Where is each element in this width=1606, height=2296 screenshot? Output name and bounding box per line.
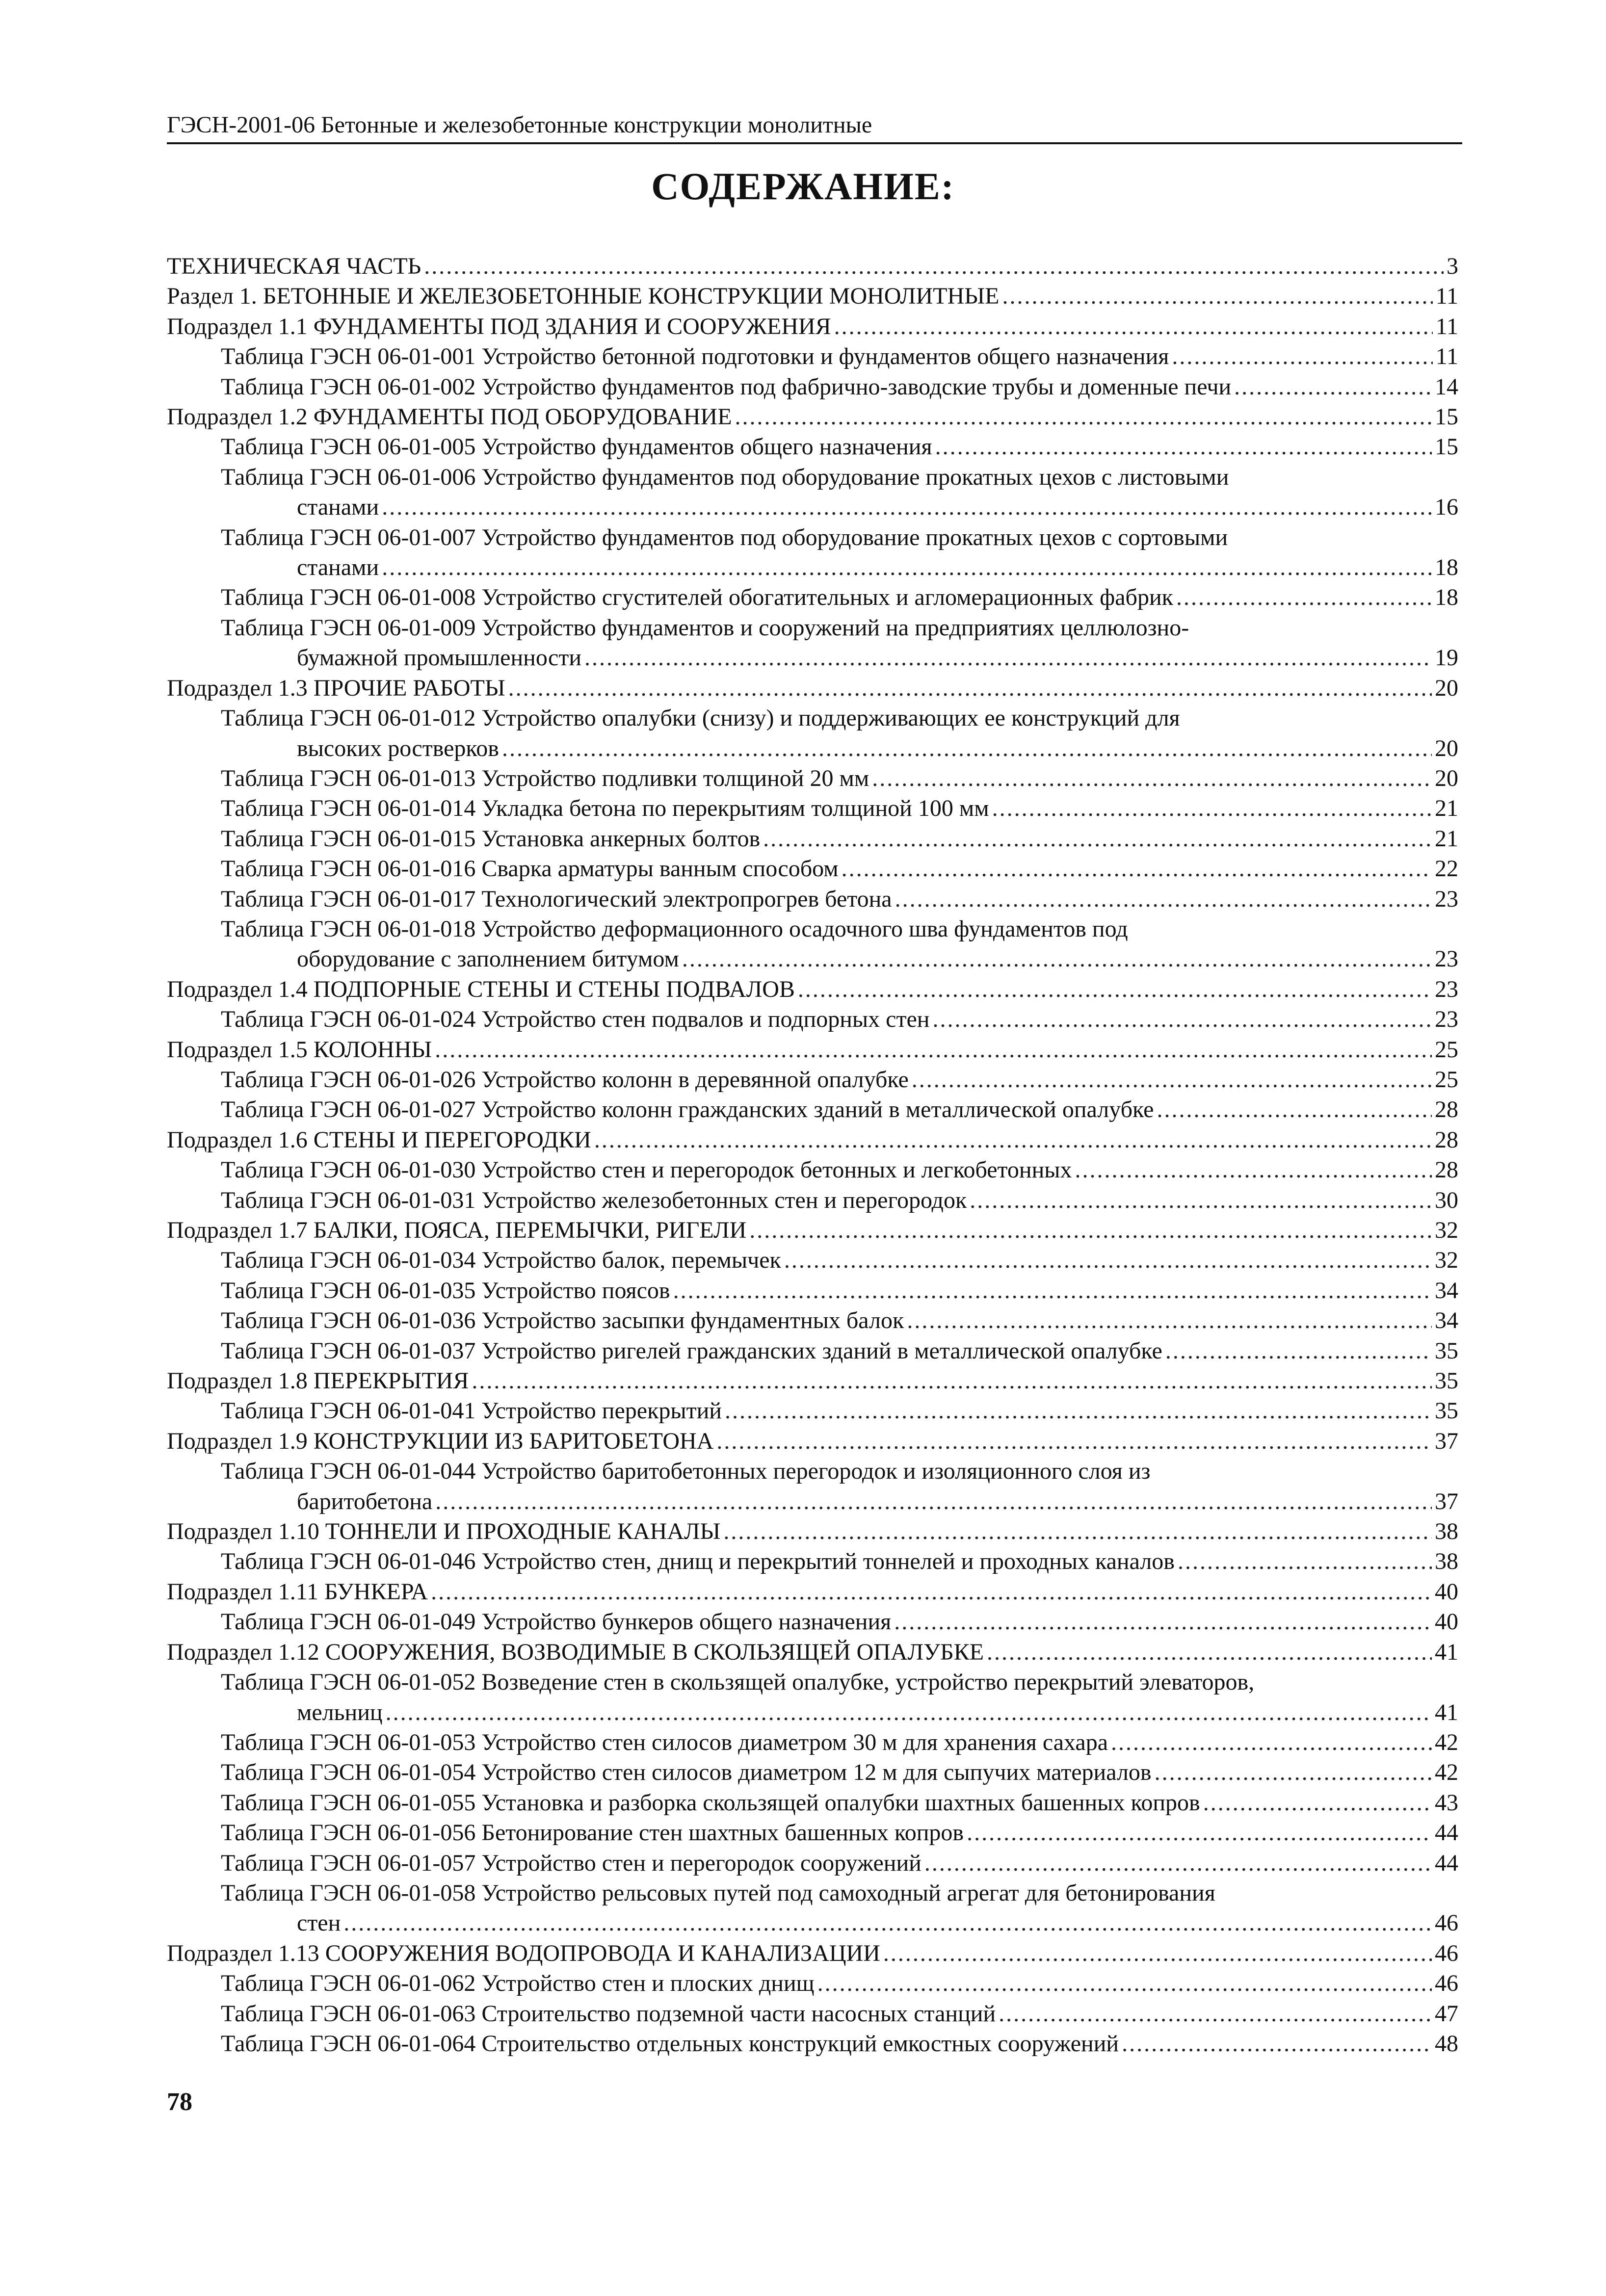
toc-entry-title: Таблица ГЭСН 06-01-007 Устройство фундаментов под оборудование прокатных цехов с сортовыми xyxy=(221,524,1228,550)
toc-entry-title: Таблица ГЭСН 06-01-041 Устройство перекрытий xyxy=(221,1398,722,1424)
dot-leader xyxy=(1075,1155,1432,1185)
toc-page-number: 20 xyxy=(1435,765,1458,791)
toc-entry-title: высоких ростверков xyxy=(297,735,499,761)
toc-table-entry[interactable] xyxy=(167,1245,1458,1275)
toc-section-entry[interactable] xyxy=(167,673,1458,703)
dot-leader xyxy=(1111,1727,1432,1757)
dot-leader xyxy=(382,552,1432,582)
toc-table-entry[interactable] xyxy=(167,462,1458,522)
toc-page-number: 25 xyxy=(1435,1066,1458,1093)
toc-entry-title: Таблица ГЭСН 06-01-058 Устройство рельсовых путей под самоходный агрегат для бетонирования xyxy=(221,1879,1215,1906)
toc-page-number: 23 xyxy=(1435,1006,1458,1033)
dot-leader xyxy=(1157,1095,1432,1124)
table-of-contents xyxy=(167,251,1458,2059)
toc-entry-title: Подраздел 1.11 БУНКЕРА xyxy=(167,1578,428,1605)
toc-table-entry[interactable] xyxy=(167,1305,1458,1335)
toc-table-entry[interactable] xyxy=(167,1095,1458,1124)
toc-entry-title: Таблица ГЭСН 06-01-005 Устройство фундаментов общего назначения xyxy=(221,434,932,460)
toc-page-number: 23 xyxy=(1435,976,1458,1002)
toc-section-entry[interactable] xyxy=(167,1637,1458,1667)
toc-entry-title: Таблица ГЭСН 06-01-024 Устройство стен подвалов и подпорных стен xyxy=(221,1006,930,1033)
toc-table-entry[interactable] xyxy=(167,1456,1458,1516)
toc-table-entry[interactable] xyxy=(167,1185,1458,1215)
dot-leader xyxy=(386,1697,1432,1727)
running-header: ГЭСН-2001-06 Бетонные и железобетонные конструкции монолитные xyxy=(167,112,872,138)
toc-section-entry[interactable] xyxy=(167,1577,1458,1607)
toc-entry-title: станами xyxy=(297,554,379,581)
toc-entry-title: Таблица ГЭСН 06-01-035 Устройство поясов xyxy=(221,1277,670,1304)
toc-section-entry[interactable] xyxy=(167,1426,1458,1456)
toc-entry-title: Подраздел 1.3 ПРОЧИЕ РАБОТЫ xyxy=(167,675,505,701)
toc-table-entry[interactable] xyxy=(167,1788,1458,1818)
toc-entry-title: Таблица ГЭСН 06-01-018 Устройство деформационного осадочного шва фундаментов под xyxy=(221,915,1128,942)
dot-leader xyxy=(967,1818,1432,1848)
dot-leader xyxy=(999,1999,1432,2029)
dot-leader xyxy=(424,251,1444,281)
page-title: СОДЕРЖАНИЕ: xyxy=(651,165,955,208)
dot-leader xyxy=(472,1366,1432,1396)
toc-page-number: 38 xyxy=(1435,1518,1458,1545)
toc-table-entry[interactable] xyxy=(167,1667,1458,1727)
toc-entry-title: мельниц xyxy=(297,1699,383,1725)
toc-page-number: 48 xyxy=(1435,2030,1458,2057)
dot-leader xyxy=(992,793,1432,823)
toc-page-number: 34 xyxy=(1435,1277,1458,1304)
toc-page-number: 40 xyxy=(1435,1609,1458,1635)
dot-leader xyxy=(935,432,1432,462)
toc-entry-title: Раздел 1. БЕТОННЫЕ И ЖЕЛЕЗОБЕТОННЫЕ КОНСТРУКЦИИ МОНОЛИТНЫЕ xyxy=(167,283,1000,310)
toc-entry-title: Подраздел 1.2 ФУНДАМЕНТЫ ПОД ОБОРУДОВАНИЕ xyxy=(167,404,732,430)
toc-entry-title: Таблица ГЭСН 06-01-056 Бетонирование стен шахтных башенных копров xyxy=(221,1820,964,1846)
toc-entry-title: баритобетона xyxy=(297,1488,433,1514)
toc-page-number: 20 xyxy=(1435,675,1458,701)
toc-section-entry[interactable] xyxy=(167,1215,1458,1245)
dot-leader xyxy=(673,1276,1432,1305)
toc-table-entry[interactable] xyxy=(167,793,1458,823)
dot-leader xyxy=(502,733,1432,763)
toc-page-number: 42 xyxy=(1435,1759,1458,1786)
dot-leader xyxy=(987,1637,1432,1667)
toc-entry-title: Таблица ГЭСН 06-01-006 Устройство фундаментов под оборудование прокатных цехов с листовыми xyxy=(221,464,1229,490)
dot-leader xyxy=(907,1305,1432,1335)
toc-entry-title: оборудование с заполнением битумом xyxy=(297,946,679,972)
toc-page-number: 20 xyxy=(1435,735,1458,761)
toc-page-number: 28 xyxy=(1435,1096,1458,1123)
toc-table-entry[interactable] xyxy=(167,1546,1458,1576)
toc-page-number: 16 xyxy=(1435,494,1458,521)
toc-table-entry[interactable] xyxy=(167,1276,1458,1305)
toc-table-entry[interactable] xyxy=(167,1999,1458,2029)
toc-entry-title: Таблица ГЭСН 06-01-001 Устройство бетонной подготовки и фундаментов общего назначения xyxy=(221,343,1169,370)
toc-section-entry[interactable] xyxy=(167,974,1458,1004)
toc-table-entry[interactable] xyxy=(167,372,1458,402)
toc-entry-title: Таблица ГЭСН 06-01-026 Устройство колонн в деревянной опалубке xyxy=(221,1066,909,1093)
toc-entry-title: Таблица ГЭСН 06-01-027 Устройство колонн гражданских зданий в металлической опалубке xyxy=(221,1096,1154,1123)
toc-entry-title: Таблица ГЭСН 06-01-037 Устройство ригелей гражданских зданий в металлической опалубке xyxy=(221,1337,1162,1364)
dot-leader xyxy=(817,1968,1432,1998)
toc-page-number: 42 xyxy=(1435,1729,1458,1755)
toc-entry-title: Подраздел 1.4 ПОДПОРНЫЕ СТЕНЫ И СТЕНЫ ПОДВАЛОВ xyxy=(167,976,795,1002)
toc-section-entry[interactable] xyxy=(167,1516,1458,1546)
toc-table-entry[interactable] xyxy=(167,582,1458,612)
toc-page-number: 34 xyxy=(1435,1307,1458,1334)
dot-leader xyxy=(431,1577,1432,1607)
toc-page-number: 38 xyxy=(1435,1548,1458,1575)
dot-leader xyxy=(749,1215,1432,1245)
toc-page-number: 35 xyxy=(1435,1398,1458,1424)
toc-page-number: 11 xyxy=(1435,313,1458,339)
toc-page-number: 11 xyxy=(1435,343,1458,370)
toc-entry-title: Таблица ГЭСН 06-01-008 Устройство сгустителей обогатительных и агломерационных фабрик xyxy=(221,584,1173,611)
dot-leader xyxy=(1122,2029,1432,2059)
toc-entry-title: Подраздел 1.1 ФУНДАМЕНТЫ ПОД ЗДАНИЯ И СООРУЖЕНИЯ xyxy=(167,313,831,339)
toc-entry-title: Таблица ГЭСН 06-01-014 Укладка бетона по перекрытиям толщиной 100 мм xyxy=(221,795,989,822)
dot-leader xyxy=(1203,1788,1432,1818)
toc-page-number: 40 xyxy=(1435,1578,1458,1605)
toc-page-number: 37 xyxy=(1435,1488,1458,1514)
dot-leader xyxy=(1172,341,1432,371)
toc-page-number: 25 xyxy=(1435,1036,1458,1063)
toc-entry-title: Таблица ГЭСН 06-01-053 Устройство стен силосов диаметром 30 м для хранения сахара xyxy=(221,1729,1108,1755)
toc-entry-title: Таблица ГЭСН 06-01-057 Устройство стен и перегородок сооружений xyxy=(221,1850,921,1876)
toc-table-entry[interactable] xyxy=(167,1727,1458,1757)
dot-leader xyxy=(1165,1336,1432,1366)
dot-leader xyxy=(723,1516,1432,1546)
toc-page-number: 44 xyxy=(1435,1820,1458,1846)
toc-entry-title: Подраздел 1.6 СТЕНЫ И ПЕРЕГОРОДКИ xyxy=(167,1126,591,1153)
dot-leader xyxy=(924,1848,1432,1878)
toc-page-number: 47 xyxy=(1435,2000,1458,2027)
toc-entry-title: Таблица ГЭСН 06-01-031 Устройство железобетонных стен и перегородок xyxy=(221,1187,967,1213)
toc-entry-title: Таблица ГЭСН 06-01-036 Устройство засыпки фундаментных балок xyxy=(221,1307,904,1334)
toc-page-number: 46 xyxy=(1435,1910,1458,1936)
dot-leader xyxy=(725,1396,1432,1426)
toc-entry-title: Таблица ГЭСН 06-01-012 Устройство опалубки (снизу) и поддерживающих ее конструкций для xyxy=(221,705,1180,731)
toc-table-entry[interactable] xyxy=(167,1878,1458,1938)
toc-entry-title: Таблица ГЭСН 06-01-034 Устройство балок, перемычек xyxy=(221,1247,781,1274)
toc-page-number: 23 xyxy=(1435,886,1458,912)
toc-table-entry[interactable] xyxy=(167,824,1458,854)
dot-leader xyxy=(894,1607,1432,1637)
dot-leader xyxy=(842,854,1432,884)
toc-page-number: 15 xyxy=(1435,434,1458,460)
dot-leader xyxy=(1176,582,1432,612)
toc-table-entry[interactable] xyxy=(167,1396,1458,1426)
toc-page-number: 21 xyxy=(1435,795,1458,822)
toc-table-entry[interactable] xyxy=(167,1004,1458,1034)
toc-page-number: 35 xyxy=(1435,1368,1458,1394)
toc-table-entry[interactable] xyxy=(167,1818,1458,1848)
toc-section-entry[interactable] xyxy=(167,251,1458,281)
dot-leader xyxy=(1002,281,1432,311)
toc-entry-title: бумажной промышленности xyxy=(297,645,582,671)
toc-table-entry[interactable] xyxy=(167,1968,1458,1998)
dot-leader xyxy=(735,402,1432,432)
dot-leader xyxy=(382,492,1432,522)
toc-table-entry[interactable] xyxy=(167,1065,1458,1095)
dot-leader xyxy=(1178,1546,1432,1576)
dot-leader xyxy=(343,1908,1432,1938)
toc-table-entry[interactable] xyxy=(167,854,1458,884)
dot-leader xyxy=(798,974,1432,1004)
toc-entry-title: Подраздел 1.7 БАЛКИ, ПОЯСА, ПЕРЕМЫЧКИ, РИГЕЛИ xyxy=(167,1217,747,1243)
toc-page-number: 23 xyxy=(1435,946,1458,972)
toc-table-entry[interactable] xyxy=(167,914,1458,974)
toc-table-entry[interactable] xyxy=(167,613,1458,673)
toc-page-number: 32 xyxy=(1435,1217,1458,1243)
toc-page-number: 41 xyxy=(1435,1699,1458,1725)
toc-section-entry[interactable] xyxy=(167,1125,1458,1155)
dot-leader xyxy=(834,312,1433,341)
toc-table-entry[interactable] xyxy=(167,522,1458,583)
toc-table-entry[interactable] xyxy=(167,703,1458,763)
dot-leader xyxy=(912,1065,1432,1095)
toc-table-entry[interactable] xyxy=(167,1607,1458,1637)
dot-leader xyxy=(435,1035,1432,1065)
toc-entry-title: Таблица ГЭСН 06-01-055 Установка и разборка скользящей опалубки шахтных башенных копров xyxy=(221,1789,1200,1816)
toc-page-number: 11 xyxy=(1435,283,1458,310)
toc-entry-title: Подраздел 1.10 ТОННЕЛИ И ПРОХОДНЫЕ КАНАЛЫ xyxy=(167,1518,721,1545)
toc-section-entry[interactable] xyxy=(167,402,1458,432)
toc-entry-title: ТЕХНИЧЕСКАЯ ЧАСТЬ xyxy=(167,253,421,279)
dot-leader xyxy=(716,1426,1432,1456)
toc-page-number: 14 xyxy=(1435,373,1458,400)
toc-entry-title: стен xyxy=(297,1910,341,1936)
toc-table-entry[interactable] xyxy=(167,1848,1458,1878)
toc-entry-title: Таблица ГЭСН 06-01-009 Устройство фундаментов и сооружений на предприятиях целлюлозно- xyxy=(221,614,1189,641)
dot-leader xyxy=(784,1245,1432,1275)
dot-leader xyxy=(682,944,1432,974)
toc-table-entry[interactable] xyxy=(167,1155,1458,1185)
toc-entry-title: Таблица ГЭСН 06-01-064 Строительство отдельных конструкций емкостных сооружений xyxy=(221,2030,1119,2057)
dot-leader xyxy=(872,763,1432,793)
toc-page-number: 46 xyxy=(1435,1940,1458,1966)
toc-page-number: 41 xyxy=(1435,1639,1458,1665)
dot-leader xyxy=(970,1185,1432,1215)
toc-entry-title: Подраздел 1.9 КОНСТРУКЦИИ ИЗ БАРИТОБЕТОНА xyxy=(167,1428,714,1454)
toc-page-number: 28 xyxy=(1435,1126,1458,1153)
toc-page-number: 18 xyxy=(1435,584,1458,611)
toc-page-number: 18 xyxy=(1435,554,1458,581)
toc-entry-title: Таблица ГЭСН 06-01-030 Устройство стен и перегородок бетонных и легкобетонных xyxy=(221,1157,1072,1183)
toc-page-number: 19 xyxy=(1435,645,1458,671)
toc-page-number: 30 xyxy=(1435,1187,1458,1213)
toc-page-number: 28 xyxy=(1435,1157,1458,1183)
dot-leader xyxy=(435,1487,1432,1516)
dot-leader xyxy=(1155,1757,1432,1787)
dot-leader xyxy=(895,884,1432,914)
dot-leader xyxy=(932,1004,1432,1034)
toc-entry-title: Таблица ГЭСН 06-01-002 Устройство фундаментов под фабрично-заводские трубы и доменные печи xyxy=(221,373,1232,400)
toc-entry-title: станами xyxy=(297,494,379,521)
page-number: 78 xyxy=(167,2088,192,2116)
toc-entry-title: Таблица ГЭСН 06-01-063 Строительство подземной части насосных станций xyxy=(221,2000,996,2027)
toc-entry-title: Таблица ГЭСН 06-01-013 Устройство подливки толщиной 20 мм xyxy=(221,765,869,791)
header-divider xyxy=(167,142,1462,144)
toc-entry-title: Таблица ГЭСН 06-01-044 Устройство баритобетонных перегородок и изоляционного слоя из xyxy=(221,1458,1151,1485)
toc-section-entry[interactable] xyxy=(167,1938,1458,1968)
dot-leader xyxy=(1234,372,1432,402)
toc-entry-title: Подраздел 1.13 СООРУЖЕНИЯ ВОДОПРОВОДА И КАНАЛИЗАЦИИ xyxy=(167,1940,880,1966)
toc-entry-title: Таблица ГЭСН 06-01-052 Возведение стен в скользящей опалубке, устройство перекрытий элеваторов, xyxy=(221,1669,1255,1696)
dot-leader xyxy=(883,1938,1432,1968)
toc-entry-title: Таблица ГЭСН 06-01-016 Сварка арматуры ванным способом xyxy=(221,856,839,882)
toc-table-entry[interactable] xyxy=(167,2029,1458,2059)
toc-page-number: 43 xyxy=(1435,1789,1458,1816)
toc-page-number: 32 xyxy=(1435,1247,1458,1274)
toc-table-entry[interactable] xyxy=(167,432,1458,462)
toc-entry-title: Подраздел 1.12 СООРУЖЕНИЯ, ВОЗВОДИМЫЕ В СКОЛЬЗЯЩЕЙ ОПАЛУБКЕ xyxy=(167,1639,984,1665)
toc-table-entry[interactable] xyxy=(167,884,1458,914)
toc-page-number: 21 xyxy=(1435,825,1458,852)
toc-page-number: 3 xyxy=(1447,253,1458,279)
toc-table-entry[interactable] xyxy=(167,763,1458,793)
toc-page-number: 15 xyxy=(1435,404,1458,430)
toc-section-entry[interactable] xyxy=(167,312,1458,341)
toc-table-entry[interactable] xyxy=(167,1336,1458,1366)
dot-leader xyxy=(594,1125,1432,1155)
toc-table-entry[interactable] xyxy=(167,1757,1458,1787)
toc-section-entry[interactable] xyxy=(167,1366,1458,1396)
toc-table-entry[interactable] xyxy=(167,341,1458,371)
toc-entry-title: Таблица ГЭСН 06-01-054 Устройство стен силосов диаметром 12 м для сыпучих материалов xyxy=(221,1759,1152,1786)
toc-entry-title: Подраздел 1.8 ПЕРЕКРЫТИЯ xyxy=(167,1368,469,1394)
toc-section-entry[interactable] xyxy=(167,1035,1458,1065)
toc-section-entry[interactable] xyxy=(167,281,1458,311)
toc-entry-title: Таблица ГЭСН 06-01-015 Установка анкерных болтов xyxy=(221,825,761,852)
dot-leader xyxy=(763,824,1432,854)
toc-entry-title: Таблица ГЭСН 06-01-046 Устройство стен, днищ и перекрытий тоннелей и проходных каналов xyxy=(221,1548,1175,1575)
dot-leader xyxy=(508,673,1432,703)
dot-leader xyxy=(584,643,1432,673)
toc-page-number: 46 xyxy=(1435,1970,1458,1997)
toc-page-number: 44 xyxy=(1435,1850,1458,1876)
toc-entry-title: Подраздел 1.5 КОЛОННЫ xyxy=(167,1036,432,1063)
toc-page-number: 22 xyxy=(1435,856,1458,882)
toc-page-number: 35 xyxy=(1435,1337,1458,1364)
toc-entry-title: Таблица ГЭСН 06-01-062 Устройство стен и плоских днищ xyxy=(221,1970,815,1997)
toc-page-number: 37 xyxy=(1435,1428,1458,1454)
toc-entry-title: Таблица ГЭСН 06-01-017 Технологический электропрогрев бетона xyxy=(221,886,892,912)
toc-entry-title: Таблица ГЭСН 06-01-049 Устройство бункеров общего назначения xyxy=(221,1609,892,1635)
